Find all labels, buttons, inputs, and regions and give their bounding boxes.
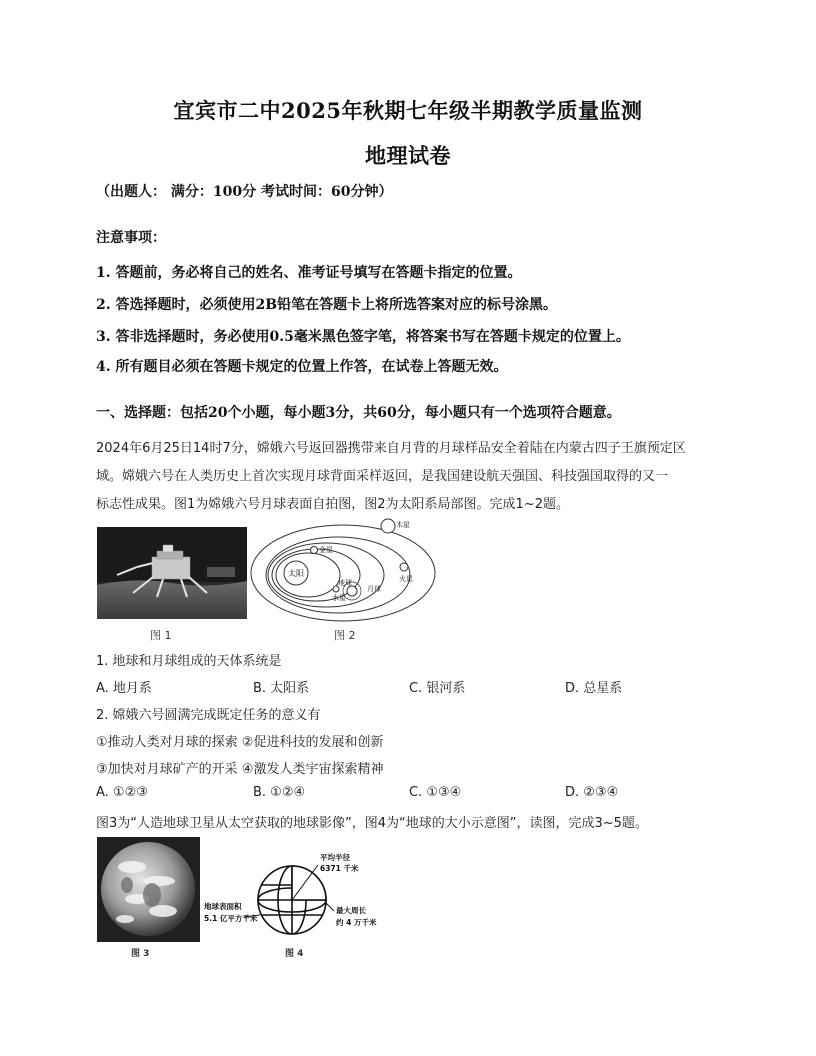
q2-stem: 2. 嫦娥六号圆满完成既定任务的意义有: [96, 708, 321, 723]
venus-label: 金星: [319, 546, 333, 554]
figure-1-lander-photo: [97, 527, 247, 619]
exam-info: （出题人： 满分：100分 考试时间：60分钟）: [96, 184, 393, 200]
q2-option-c: C. ①③④: [409, 785, 462, 800]
mars-label: 火星: [399, 575, 413, 583]
figure-4-earth-size: [200, 845, 400, 945]
figure-2-solar-system: [250, 515, 440, 625]
fig4-area-label-2: 5.1 亿平方千米: [204, 914, 258, 923]
q2-option-b: B. ①②④: [253, 785, 306, 800]
q1-option-b: B. 太阳系: [253, 681, 310, 696]
figure-3-label: 图 3: [131, 949, 150, 959]
intro-line-1: 2024年6月25日14时7分，嫦娥六号返回器携带来自月背的月球样品安全着陆在内蒙古四子王旗预定区: [96, 441, 686, 456]
q1-option-d: D. 总星系: [565, 681, 623, 696]
notice-item-2: 2. 答选择题时，必须使用2B铅笔在答题卡上将所选答案对应的标号涂黑。: [96, 297, 558, 313]
q2-statement-2: ③加快对月球矿产的开采 ④激发人类宇宙探索精神: [96, 762, 384, 777]
section-heading: 一、选择题：包括20个小题，每小题3分，共60分，每小题只有一个选项符合题意。: [96, 405, 621, 421]
q2-statement-1: ①推动人类对月球的探索 ②促进科技的发展和创新: [96, 735, 384, 750]
moon-label: 月球: [367, 585, 381, 593]
figure-2-label: 图 2: [334, 629, 356, 642]
q1-stem: 1. 地球和月球组成的天体系统是: [96, 654, 282, 669]
fig4-radius-label-2: 6371 千米: [320, 864, 359, 873]
fig4-area-label-1: 地球表面积: [204, 902, 242, 911]
fig4-radius-label-1: 平均半径: [320, 853, 350, 862]
fig4-circ-label-2: 约 4 万千米: [336, 918, 377, 927]
intro-line-3: 标志性成果。图1为嫦娥六号月球表面自拍图，图2为太阳系局部图。完成1~2题。: [96, 497, 569, 512]
mars-icon: [400, 563, 408, 571]
exam-title: 宜宾市二中2025年秋期七年级半期教学质量监测: [173, 98, 643, 123]
intro-line-2: 域。嫦娥六号在人类历史上首次实现月球背面采样返回，是我国建设航天强国、科技强国取得的又一: [96, 469, 669, 484]
notice-item-1: 1. 答题前，务必将自己的姓名、准考证号填写在答题卡指定的位置。: [96, 265, 522, 281]
exam-subtitle: 地理试卷: [365, 143, 451, 168]
jupiter-icon: [381, 519, 395, 533]
q2-option-d: D. ②③④: [565, 785, 619, 800]
fig4-circ-label-1: 最大周长: [336, 906, 366, 915]
notice-heading: 注意事项：: [96, 230, 166, 246]
mercury-label: 水星: [332, 594, 346, 602]
q1-option-a: A. 地月系: [96, 681, 152, 696]
notice-item-3: 3. 答非选择题时，务必使用0.5毫米黑色签字笔，将答案书写在答题卡规定的位置上。: [96, 329, 630, 345]
sun-label: 太阳: [288, 569, 304, 578]
q1-option-c: C. 银河系: [409, 681, 466, 696]
orbit-jupiter: [251, 525, 435, 621]
jupiter-label: 木星: [396, 521, 410, 529]
intro-q3-5: 图3为“人造地球卫星从太空获取的地球影像”，图4为“地球的大小示意图”，读图，完成3~5题。: [96, 816, 648, 831]
figure-3-earth-photo: [97, 837, 200, 942]
earth-icon: [347, 586, 357, 596]
earth-label: 地球: [338, 579, 352, 587]
notice-item-4: 4. 所有题目必须在答题卡规定的位置上作答，在试卷上答题无效。: [96, 359, 508, 375]
figure-4-label: 图 4: [285, 949, 304, 959]
q2-option-a: A. ①②③: [96, 785, 148, 800]
venus-icon: [311, 547, 318, 554]
figure-1-label: 图 1: [150, 629, 172, 642]
